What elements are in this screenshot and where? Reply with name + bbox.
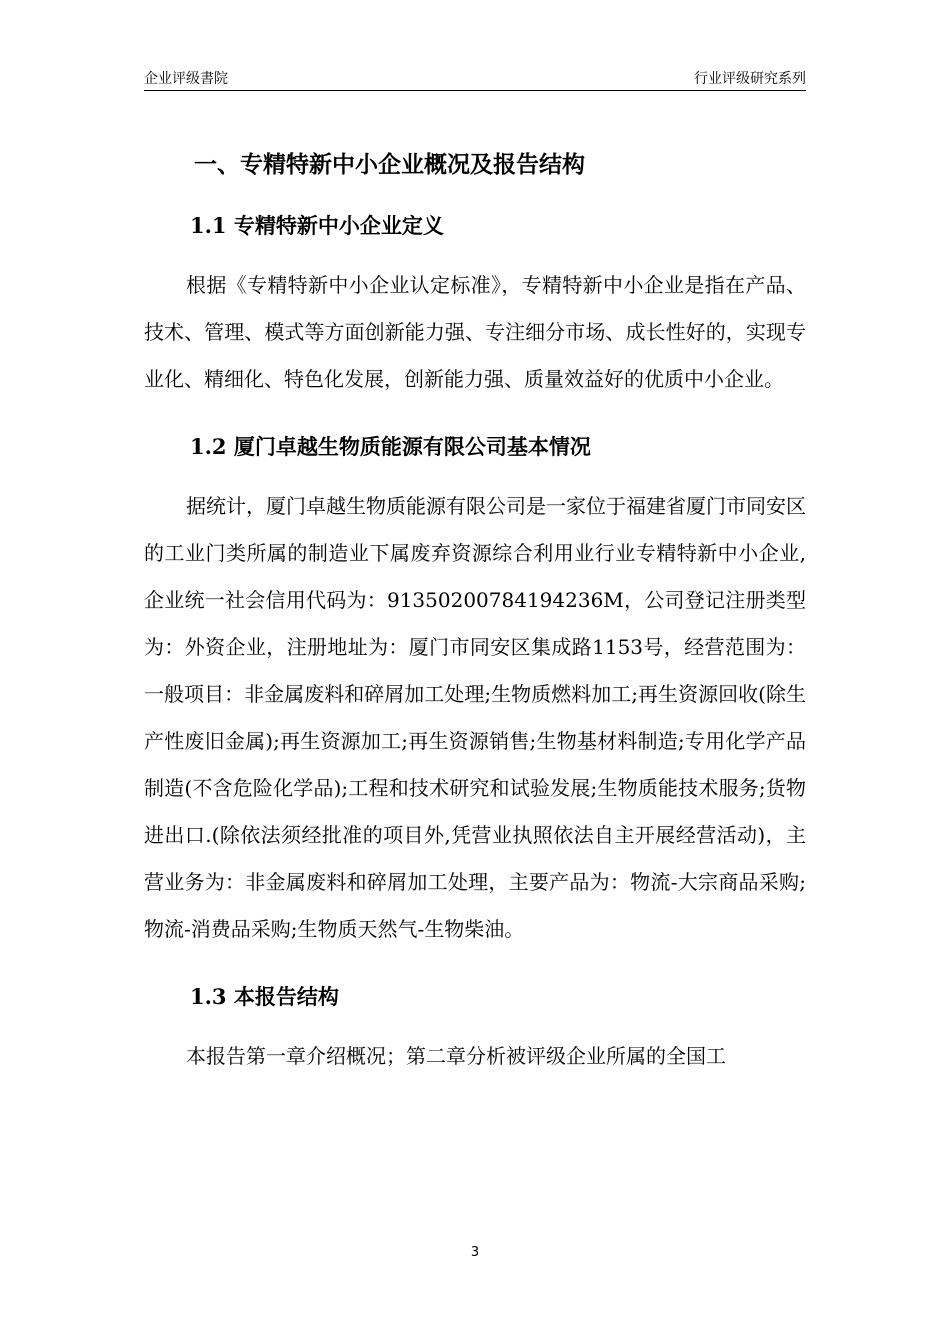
paragraph-definition: 根据《专精特新中小企业认定标准》，专精特新中小企业是指在产品、技术、管理、模式等方面创新能力强、专注细分市场、成长性好的，实现专业化、精细化、特色化发展，创新能力强、质量效益好的优质中小企业。 — [144, 273, 806, 391]
subsection-title-1-1: 1.1 专精特新中小企业定义 — [190, 213, 444, 238]
subsection-title-1-2: 1.2 厦门卓越生物质能源有限公司基本情况 — [190, 434, 591, 459]
header-left-text: 企业评级書院 — [144, 71, 228, 87]
page-header — [144, 66, 806, 91]
document-body — [144, 140, 806, 1080]
paragraph-company-info: 据统计，厦门卓越生物质能源有限公司是一家位于福建省厦门市同安区的工业门类所属的制造业下属废弃资源综合利用业行业专精特新中小企业,企业统一社会信用代码为：91350200784194236M，公司登记注册类型为：外资企业，注册地址为：厦门市同安区集成路1153号，经营范围为：一般项目：非金属废料和碎屑加工处理;生物质燃料加工;再生资源回收(除生产性废旧金属);再生资源加工;再生资源销售;生物基材料制造;专用化学产品制造(不含危险化学品);工程和技术研究和试验发展;生物质能技术服务;货物进出口.(除依法须经批准的项目外,凭营业执照依法自主开展经营活动)，主营业务为：非金属废料和碎屑加工处理，主要产品为：物流-大宗商品采购;物流-消费品采购;生物质天然气-生物柴油。 — [144, 494, 806, 941]
header-right-text: 行业评级研究系列 — [694, 71, 806, 87]
page-number: 3 — [470, 1245, 480, 1260]
paragraph-report-structure: 本报告第一章介绍概况；第二章分析被评级企业所属的全国工 — [186, 1044, 726, 1068]
subsection-title-1-3: 1.3 本报告结构 — [190, 984, 339, 1009]
section-title: 一、专精特新中小企业概况及报告结构 — [194, 152, 585, 178]
